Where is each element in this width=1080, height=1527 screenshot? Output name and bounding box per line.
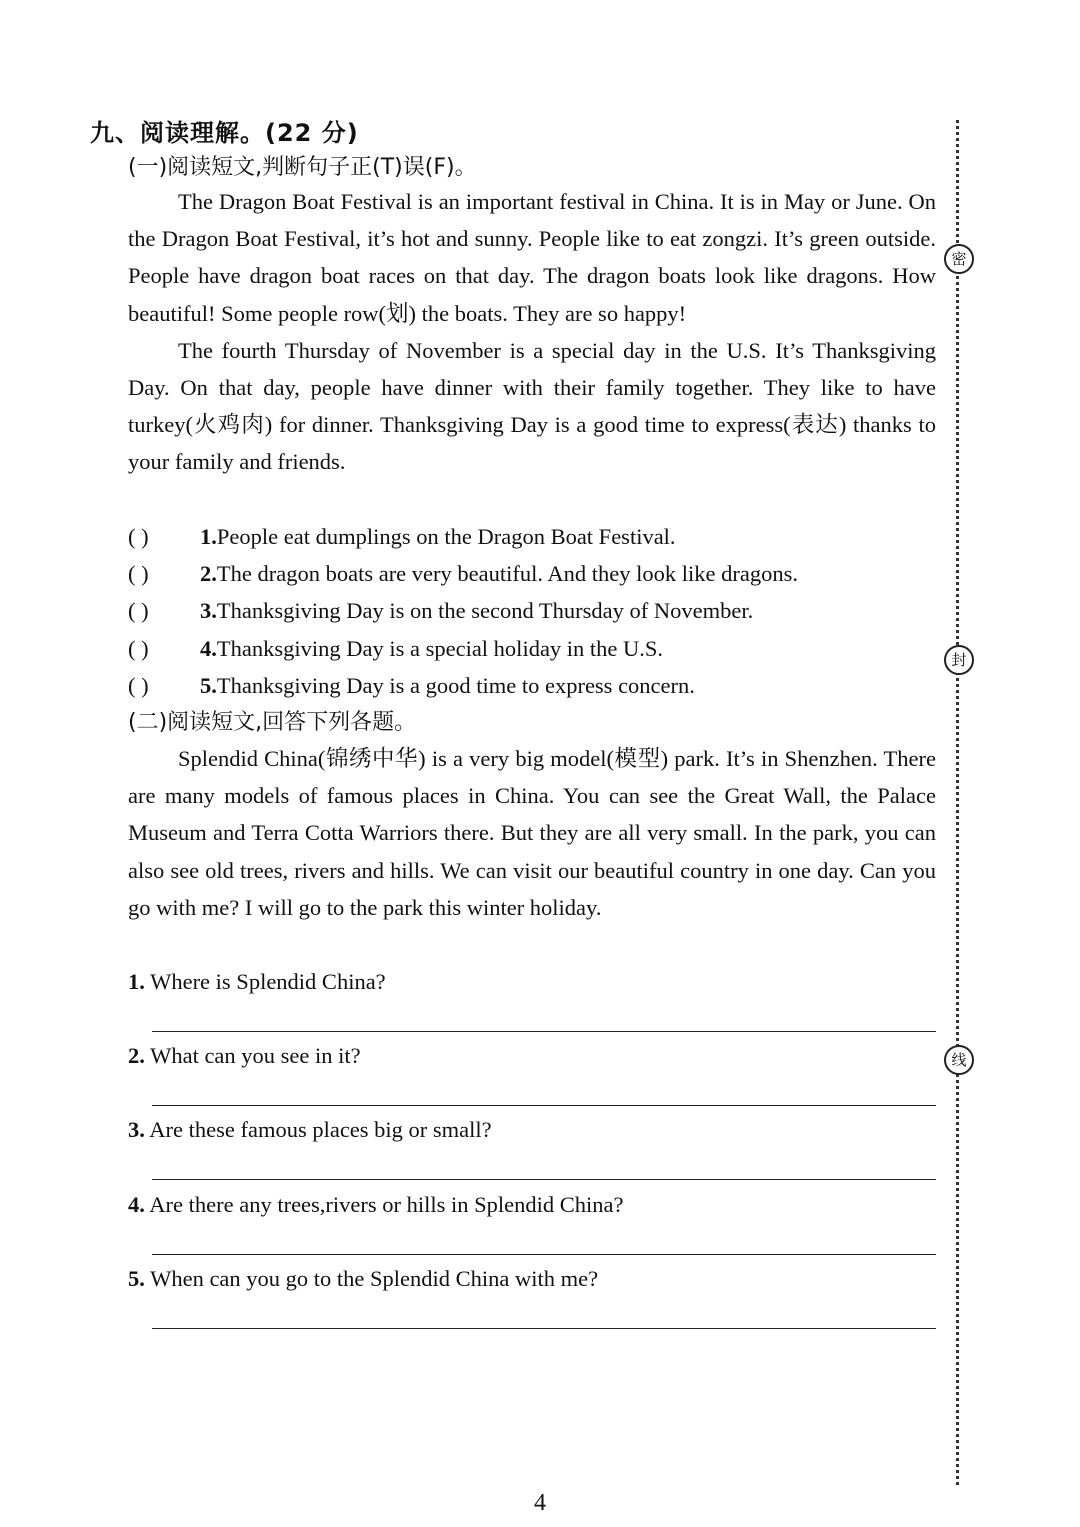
question-item <box>128 1260 936 1334</box>
question-number: 4. <box>128 1191 145 1217</box>
answer-line[interactable] <box>152 1328 936 1329</box>
item-number: 1. <box>200 524 217 549</box>
question-item <box>128 1186 936 1260</box>
question-number: 5. <box>128 1265 145 1291</box>
answer-blank[interactable]: ( ) <box>128 524 149 549</box>
answer-blank[interactable]: ( ) <box>128 672 149 698</box>
item-text: Thanksgiving Day is a special holiday in the U.S. <box>216 635 664 661</box>
answer-blank[interactable]: ( ) <box>128 561 149 587</box>
item-number: 3. <box>200 598 217 624</box>
answer-line[interactable] <box>152 1179 936 1180</box>
list-item <box>128 555 936 592</box>
item-number: 2. <box>200 561 217 587</box>
passage-paragraph: Splendid China(锦绣中华) is a very big model(模型) park. It’s in Shenzhen. There are many models of famous places in China. You can see the Great Wall, the Palace Museum and Terra Cotta Warriors there. But they are all very small. In the park, you can also see old trees, rivers and hills. We can visit our beautiful country in one day. Can you go with me? I will go to the park this winter holiday. <box>128 746 936 920</box>
question-list <box>128 963 936 1334</box>
list-item <box>128 518 936 555</box>
list-item <box>128 667 936 704</box>
question-text: What can you see in it? <box>150 1043 361 1069</box>
item-text: Thanksgiving Day is on the second Thursday of November. <box>216 598 754 624</box>
answer-line[interactable] <box>152 1031 936 1032</box>
true-false-list <box>128 518 936 704</box>
question-text: Where is Splendid China? <box>150 969 386 994</box>
seal-mark: 线 <box>944 1045 974 1075</box>
answer-line[interactable] <box>152 1105 936 1106</box>
part1-passage <box>128 183 936 481</box>
list-item <box>128 592 936 629</box>
part1-title: (一)阅读短文,判断句子正(T)误(F)。 <box>128 155 477 180</box>
question-number: 2. <box>128 1043 145 1069</box>
item-text: People eat dumplings on the Dragon Boat Festival. <box>216 524 676 549</box>
answer-blank[interactable]: ( ) <box>128 635 149 661</box>
question-item <box>128 1037 936 1111</box>
item-number: 5. <box>200 672 217 698</box>
question-text: Are there any trees,rivers or hills in Splendid China? <box>149 1191 624 1217</box>
part2-title: (二)阅读短文,回答下列各题。 <box>128 710 417 735</box>
binding-dotted-line <box>956 120 967 1485</box>
answer-blank[interactable]: ( ) <box>128 598 149 624</box>
question-item <box>128 963 936 1037</box>
part2-passage <box>128 740 936 926</box>
item-text: The dragon boats are very beautiful. And they look like dragons. <box>216 561 798 587</box>
item-number: 4. <box>200 635 217 661</box>
answer-line[interactable] <box>152 1254 936 1255</box>
question-number: 1. <box>128 969 145 994</box>
passage-paragraph: The fourth Thursday of November is a special day in the U.S. It’s Thanksgiving Day. On that day, people have dinner with their family together. They like to have turkey(火鸡肉) for dinner. Thanksgiving Day is a good time to express(表达) thanks to your family and friends. <box>128 337 936 475</box>
question-text: Are these famous places big or small? <box>149 1117 492 1143</box>
seal-mark: 封 <box>944 645 974 675</box>
item-text: Thanksgiving Day is a good time to express concern. <box>216 672 695 698</box>
page-number: 4 <box>534 1490 546 1516</box>
list-item <box>128 630 936 667</box>
passage-paragraph: The Dragon Boat Festival is an important festival in China. It is in May or June. On the Dragon Boat Festival, it’s hot and sunny. People like to eat zongzi. It’s green outside. People have dragon boat races on that day. The dragon boats look like dragons. How beautiful! Some people row(划) the boats. They are so happy! <box>128 189 936 326</box>
question-number: 3. <box>128 1117 145 1143</box>
question-item <box>128 1111 936 1185</box>
section-title: 九、阅读理解。(22 分) <box>90 119 359 147</box>
seal-mark: 密 <box>944 244 974 274</box>
question-text: When can you go to the Splendid China with me? <box>150 1265 599 1291</box>
